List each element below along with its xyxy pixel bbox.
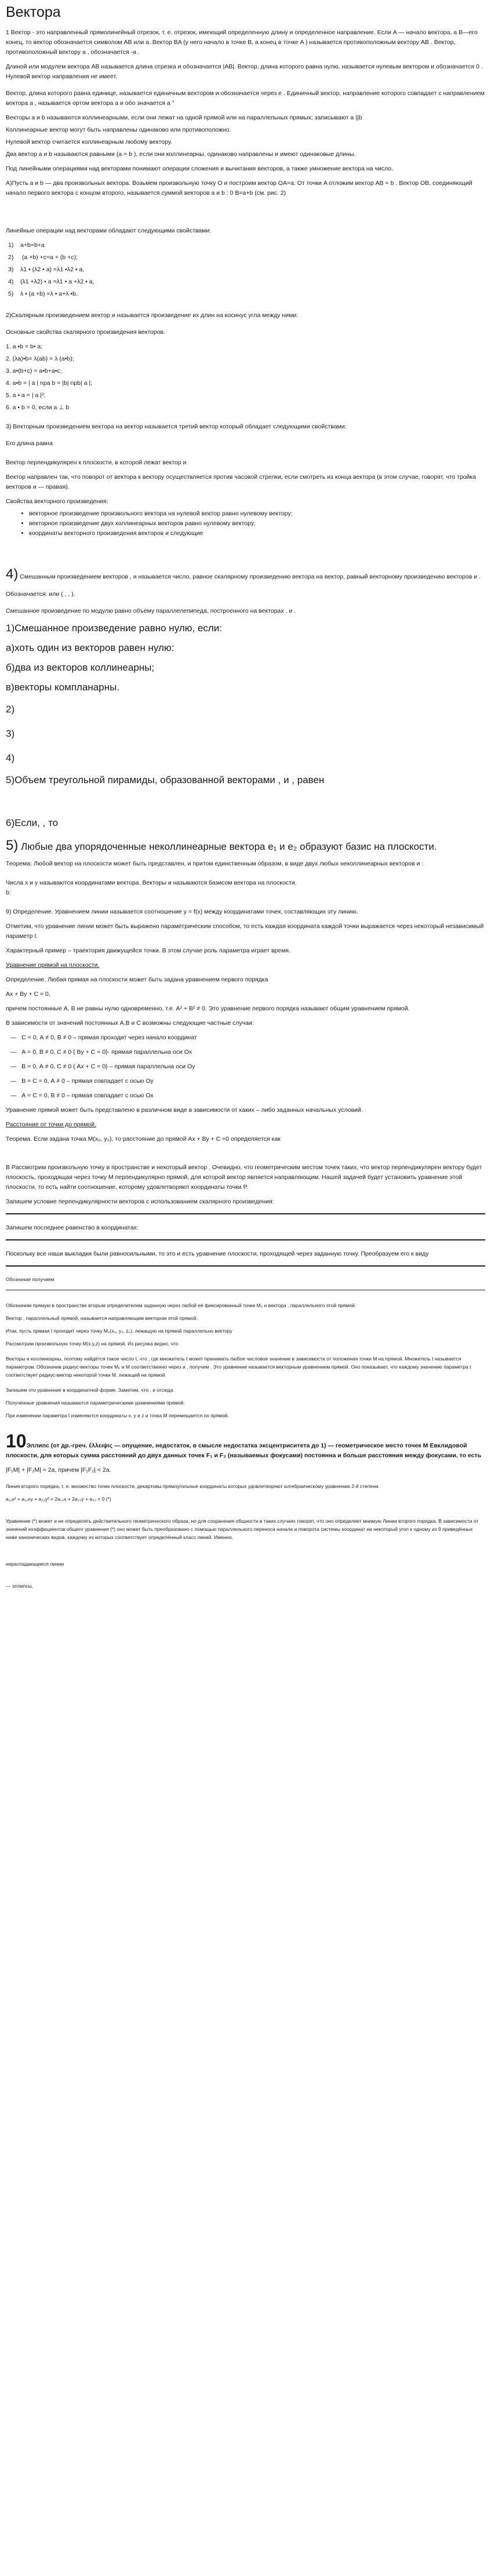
scalar-product-heading: 2)Скалярным произведением вектор и называется произведение их длин на косинус угла между ними: <box>6 312 299 319</box>
distance-heading: Расстояние от точки до прямой. <box>6 1121 96 1128</box>
divider <box>6 1265 485 1267</box>
mixed-notation-text: Обозначается: или ( , , ). <box>6 591 75 598</box>
basis-coordinates-suffix: b: <box>6 889 11 896</box>
second-order-equation: a₁₁x² + a₁₂xy + a₂₂y² + 2a₁₃x + 2a₂₃y + a₃₃ = 0 (*) <box>6 1496 111 1502</box>
special-cases-heading: В зависимости от значений постоянных А,В и С возможны следующие частные случаи: <box>6 1020 254 1027</box>
collinear-definition: Векторы a и b называются коллинеарными, если они лежат на одной прямой или на параллельных прямых; записывают a ||b <box>6 114 362 121</box>
list-item: 2. (λa)•b= λ(ab) = λ (a•b); <box>6 355 74 362</box>
linear-properties-list <box>6 241 485 299</box>
list-item: — В = 0, А ≠ 0, С ≠ 0 { Ax + C = 0} – прямая параллельна оси Оу <box>10 1063 195 1070</box>
coordinate-form-small: Запишем это уравнение в координатной форме. Заметим, что , и отсюда <box>6 1387 173 1393</box>
list-item: 1) a+b=b+a <box>8 242 45 249</box>
scalar-properties-list <box>6 342 485 413</box>
list-item: — А = 0, В ≠ 0, С ≠ 0 { By + C = 0}- прямая параллельна оси Ох <box>10 1049 192 1056</box>
list-item: 2) (a +b) +c=a + (b +c); <box>8 254 78 261</box>
section-number: 5) <box>6 838 19 853</box>
mixed-product-heading: 4) Смешанным произведением векторов , и называется число, равное скалярному произведению вектора на вектор, равный векторному произведению векторов и . <box>6 566 481 582</box>
page-title: Вектора <box>6 4 61 20</box>
ellipse-formula: |F₁M| + |F₂M| = 2a, причем |F₁F₂| < 2a. <box>6 1467 111 1473</box>
ellipses-item: — эллипсы, <box>6 1583 34 1589</box>
mixed-volume-text: Смешанное произведение по модулю равно объему параллелепипеда, построенного на векторах , и . <box>6 607 296 614</box>
cross-product-heading: 3) Векторным произведением вектора на вектор называется третий вектор который обладает следующими свойствами: <box>6 423 347 430</box>
list-item: • векторное произведение произвольного вектора на нулевой вектор равно нулевому вектору; <box>29 509 485 519</box>
mixed-zero-case-b: б)два из векторов коллинеарны; <box>6 662 155 673</box>
perpendicular-condition-text: Запишем условие перпендикулярности векторов с использованием скалярного произведения: <box>6 1198 274 1205</box>
general-line-note: причем постоянные А, В не равны нулю одновременно, т.е. А² + В² ≠ 0. Это уравнение первого порядка называют общим уравнением прямой. <box>6 1005 410 1012</box>
list-item: • координаты векторного произведения векторов и следующие <box>29 529 485 539</box>
section-number: 4) <box>6 566 19 582</box>
line-through-point-text: Итак, пусть прямая l проходит через точку M₀(x₀, y₀, z₀), лежащую на прямой параллельно вектору <box>6 1328 232 1334</box>
coordinate-form-text: Запишем последнее равенство в координатах: <box>6 1224 139 1231</box>
scalar-properties-heading: Основные свойства скалярного произведения векторов. <box>6 329 166 336</box>
mixed-zero-case-a: а)хоть один из векторов равен нулю: <box>6 642 174 653</box>
vector-equation-text: Векторы и коллинеарны, поэтому найдётся такое число t, что , где множитель t может принимать любое числовое значение в зависимости от положения точки M на прямой. Множитель t называется параметром. Обозначив радиус-векторы точек M₀ и M соответственно через и , получим . Это уравнение называется векторным уравнением прямой. Оно показывает, что каждому значению параметра t соответствует радиус-вектор некоторой точки M, лежащей на прямой. <box>6 1356 471 1378</box>
direction-vector-text: Вектор , параллельный прямой, называется направляющим вектором этой прямой. <box>6 1315 198 1321</box>
list-item: 3. a•(b+c) = a•b+a•c; <box>6 368 62 374</box>
list-item: — В = С = 0, А ≠ 0 – прямая совпадает с осью Оу <box>10 1078 154 1085</box>
cross-properties-list <box>6 509 485 539</box>
unit-vector-definition: Вектор, длина которого равна единице, называется единичным вектором и обозначается через e . Единичный вектор, направление которого совпадает с направлением вектора a , называется ортом вектора a и обо значается a ° <box>6 90 485 107</box>
general-line-definition: Определение. Любая прямая на плоскости может быть задана уравнением первого порядка <box>6 976 268 983</box>
list-item: 4. a•b = | a | npa b = |b| npb| a |; <box>6 380 93 387</box>
divider <box>6 1213 485 1214</box>
second-order-explanation: Уравнение (*) может и не определять действительного геометрического образа, но для сохранения общности в таких случаях говорят, что оно определяет мнимую Линии второго порядка. В зависимости от значений коэффициентов общего уравнения (*) оно может быть преобразовано с помощью параллельного переноса начала и поворота системы координат на некоторый угол к одному из 9 приведённых ниже канонических видов, каждому из которых соответствует определённый класс линий. Именно, <box>6 1518 479 1540</box>
cross-perpendicular-text: Вектор перпендикулярен к плоскости, в которой лежат вектор и <box>6 459 187 466</box>
special-cases-list <box>6 1033 485 1101</box>
list-item: 5) λ • (a +b) =λ • a+λ •b. <box>8 290 78 297</box>
parameter-change-text: При изменении параметра t изменяются координаты x, y и z и точка M перемещается по прямой. <box>6 1413 229 1418</box>
section-number: 10 <box>6 1431 27 1451</box>
mixed-item-6: 6)Если, , то <box>6 817 59 828</box>
basis-coordinates-text: Числа x и y называются координатами вектора. Векторы и называются базисом вектора на плоскости. <box>6 879 297 886</box>
general-line-equation: Ax + By + C = 0, <box>6 991 50 998</box>
notation-text: Обозначая получаем <box>6 1276 54 1282</box>
cross-properties-heading: Свойства векторного произведения: <box>6 498 108 505</box>
divider <box>6 1239 485 1240</box>
basis-theorem: Теорема: Любой вектор на плоскости может быть представлен, и притом единственным образом, в виде двух любых неколлинеарных векторов и : <box>6 860 424 867</box>
linear-operations-text: Под линейными операциями над векторами понимают операции сложения и вычитания векторов, а также умножение вектора на число. <box>6 165 394 172</box>
second-order-line-text: Линия второго порядка, т. е. множество точек плоскости, декартовы прямоугольные координаты которых удовлетворяют алгебраическому уравнению 2-й степени. <box>6 1483 380 1489</box>
cross-length-text: Его длина равна <box>6 440 53 447</box>
list-item: 3) λ1 • (λ2 • a) =λ1 •λ2 • a, <box>8 266 85 273</box>
list-item: — C = 0, А ≠ 0, В ≠ 0 – прямая проходит через начало координат <box>10 1034 197 1041</box>
list-item: 6. a • b = 0, если a ⊥ b <box>6 404 70 411</box>
parametric-equations-text: Полученные уравнения называются параметрическими уравнениями прямой. <box>6 1400 185 1406</box>
line-forms-note: Уравнение прямой может быть представлено в различном виде в зависимости от каких – либо заданных начальных условий. <box>6 1107 363 1114</box>
line-space-text: Обозначим прямую в пространстве вторым определителем заданную через любой её фиксированный точки M₀ и вектора , параллельного этой прямой. <box>6 1302 356 1308</box>
vector-length-definition: Длиной или модулем вектора AB называется длина отрезка и обозначается |AB|. Вектор, длина которого равна нулю, называется нулевым вектором и обозначается 0 . Нулевой вектор направления не имеет. <box>6 63 483 80</box>
list-item: 4) (λ1 +λ2) • a =λ1 • a +λ2 • a, <box>8 278 94 285</box>
mixed-item-2: 2) <box>6 704 15 715</box>
vector-definition: 1 Вектор - это направленный прямолинейный отрезок, т. е. отрезок, имеющий определенную длину и определенное направление. Если A — начало вектора, а B—его конец, то вектор обозначается символом AB или a. Вектор BA (у него начало в точке B, а конец в точке A ) называется противоположным вектору AB . Вектор, противоположный вектору а , обозначается -а . <box>6 29 478 56</box>
mixed-item-3: 3) <box>6 728 15 739</box>
ellipse-heading: 10Эллипс (от др.-греч. ἔλλειψις — опущение, недостаток, в смысле недостатка эксцентриситета до 1) — геометрическое место точек M Евклидовой плоскости, для которых сумма расстояний до двух данных точек F₁ и F₂ (называемых фокусами) постоянна и больше расстояния между фокусами, то есть <box>6 1431 482 1459</box>
vector-sum-text: A)Пусть а и b — два произвольных вектора. Возьмем произвольную точку O и построим вектор OA=a. От точки A отложим вектор AB = b . Вектор OB, соединяющий начало первого вектора с концом второго, называется суммой векторов a и b : 0 В=a+b (см. рис. 2) <box>6 180 472 197</box>
distance-theorem: Теорема. Если задана точка М(х₀, у₀), то расстояние до прямой Ах + Ву + С =0 определяется как <box>6 1136 281 1143</box>
nondegenerate-lines-text: нераспадающиеся линии <box>6 1561 64 1567</box>
plane-derivation-text: В Рассмотрим произвольную точку в пространстве и некоторый вектор . Очевидно, что геометрическим местом точек таких, что вектор перпендикулярен вектору будет плоскость, проходящая через точку M перпендикулярно прямой, для которой вектор является направляющим. Нашей задачей будет установить уравнение этой плоскости, то есть найти соотношение, которому удовлетворяют координаты точки Р. <box>6 1164 482 1191</box>
cross-direction-text: Вектор направлен так, что поворот от вектора к вектору осуществляется против часовой стрелки, если смотреть из конца вектора (в этом случае, говорят, что тройка векторов и — правая). <box>6 474 477 490</box>
plane-equation-text: Поскольку все наши выкладки были равносильными, то это и есть уравнение плоскости, проходящей через заданную точку. Преобразуем его к виду <box>6 1250 429 1257</box>
mixed-zero-heading: 1)Смешанное произведение равно нулю, если: <box>6 623 223 634</box>
equal-vectors-definition: Два вектор a и b называются равными (a = b ), если они коллинеарны, одинаково направлены и имеют одинаковые длины. <box>6 151 356 158</box>
mixed-item-5: 5)Объем треугольной пирамиды, образованной векторами , и , равен <box>6 774 325 785</box>
trajectory-example: Характерный пример – траектория движущейся точки. В этом случае роль параметра играет время. <box>6 947 291 954</box>
list-item: 5. a • a = | a |²; <box>6 392 46 399</box>
list-item: • векторное произведение двух коллинеарных векторов равно нулевому вектору; <box>29 519 485 529</box>
collinear-direction-note: Коллинеарные вектор могут быть направлены одинаково или противоположно. <box>6 126 231 133</box>
mixed-zero-case-c: в)векторы компланарны. <box>6 682 120 693</box>
line-on-plane-heading: Уравнение прямой на плоскости. <box>6 962 100 969</box>
basis-heading: 5) Любые два упорядоченные неколлинеарные вектора e₁ и e₂ образуют базис на плоскости. <box>6 838 437 853</box>
zero-vector-note: Нулевой вектор считается коллинеарным любому вектору. <box>6 139 172 145</box>
line-equation-definition: 9) Определение. Уравнением линии называется соотношение y = f(x) между координатами точек, составляющих эту линию. <box>6 908 358 915</box>
list-item: — А = С = 0, В ≠ 0 – прямая совпадает с осью Ох <box>10 1092 154 1099</box>
mixed-item-4: 4) <box>6 752 15 763</box>
arbitrary-point-text: Рассмотрим произвольную точку M(x,y,z) на прямой. Из рисунка видно, что <box>6 1341 179 1347</box>
list-item: 1. a •b = b• a; <box>6 343 43 350</box>
linear-properties-heading: Линейные операции над векторами обладают следующими свойствами: <box>6 227 212 234</box>
parametric-note: Отметим, что уравнение линии может быть выражено параметрическим способом, то есть каждая координата каждой точки выражается через некоторый независимый параметр t. <box>6 923 484 940</box>
